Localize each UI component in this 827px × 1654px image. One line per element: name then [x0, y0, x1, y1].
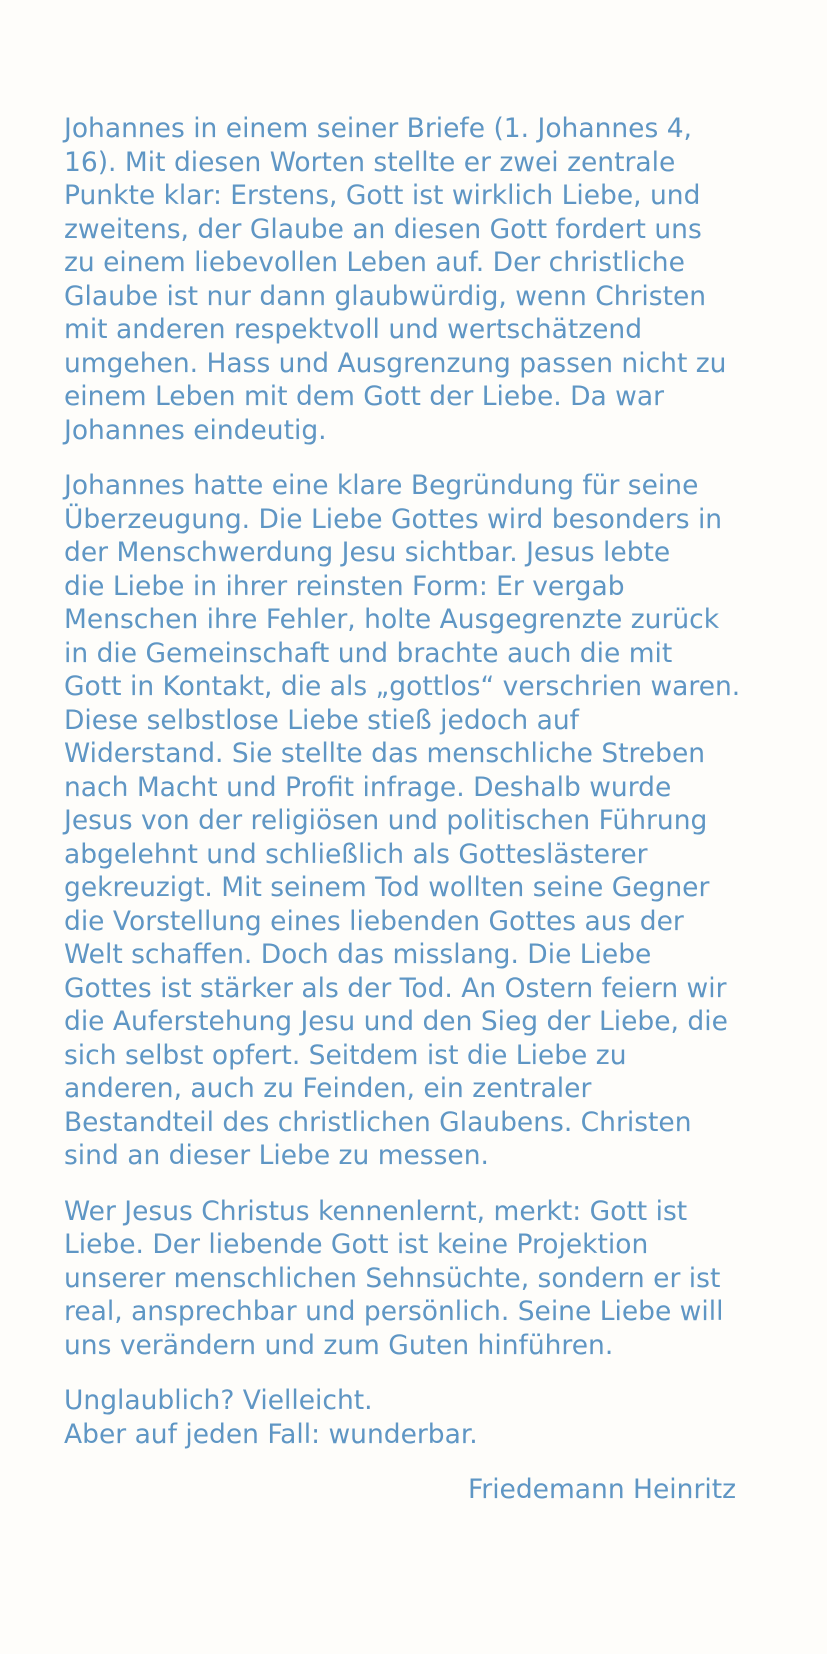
text-line: Wer Jesus Christus kennenlernt, merkt: Gott ist: [64, 1195, 688, 1227]
text-line: Widerstand. Sie stellte das menschliche Streben: [64, 738, 706, 769]
text-line: Johannes eindeutig.: [64, 414, 327, 446]
text-line: umgehen. Hass und Ausgrenzung passen nicht zu: [64, 347, 727, 379]
author-signature: Friedemann Heinritz: [467, 1474, 736, 1505]
text-line: 16). Mit diesen Worten stellte er zwei zentrale: [64, 146, 676, 178]
body-text: [64, 112, 764, 1451]
text-line: Johannes in einem seiner Briefe (1. Johannes 4,: [64, 113, 692, 144]
text-line: abgelehnt und schließlich als Gotteslästerer: [64, 838, 648, 870]
text-line: Punkte klar: Erstens, Gott ist wirklich Liebe, und: [64, 180, 701, 211]
text-line: zu einem liebevollen Leben auf. Der christliche: [64, 247, 685, 278]
document-page: [64, 112, 764, 1507]
text-line: Überzeugung. Die Liebe Gottes wird besonders in: [64, 503, 723, 535]
text-line: Gottes ist stärker als der Tod. An Ostern feiern wir: [64, 972, 727, 1004]
text-line: mit anderen respektvoll und wertschätzend: [64, 314, 643, 345]
text-line: zweitens, der Glaube an diesen Gott fordert uns: [64, 213, 702, 245]
text-line: uns verändern und zum Guten hinführen.: [64, 1329, 614, 1361]
text-line: die Liebe in ihrer reinsten Form: Er vergab: [64, 570, 625, 602]
paragraph: [64, 112, 764, 447]
text-line: die Auferstehung Jesu und den Sieg der Liebe, die: [64, 1006, 728, 1037]
paragraph: [64, 1384, 764, 1451]
text-line: nach Macht und Profit infrage. Deshalb wurde: [64, 771, 672, 803]
text-line: die Vorstellung eines liebenden Gottes aus der: [64, 905, 684, 937]
text-line: einem Leben mit dem Gott der Liebe. Da war: [64, 381, 664, 412]
text-line: Unglaublich? Vielleicht.: [64, 1385, 373, 1416]
text-line: Glaube ist nur dann glaubwürdig, wenn Christen: [64, 280, 707, 312]
text-line: Bestandteil des christlichen Glaubens. Christen: [64, 1106, 692, 1138]
paragraph: [64, 469, 764, 1173]
paragraph: [64, 1195, 764, 1363]
text-line: Jesus von der religiösen und politischen Führung: [64, 805, 708, 836]
text-line: unserer menschlichen Sehnsüchte, sondern er ist: [64, 1262, 721, 1294]
text-line: anderen, auch zu Feinden, ein zentraler: [64, 1073, 592, 1104]
text-line: gekreuzigt. Mit seinem Tod wollten seine Gegner: [64, 872, 710, 903]
text-line: real, ansprechbar und persönlich. Seine Liebe will: [64, 1296, 724, 1327]
text-line: sind an dieser Liebe zu messen.: [64, 1140, 489, 1171]
text-line: Welt schaffen. Doch das misslang. Die Liebe: [64, 939, 652, 970]
text-line: Menschen ihre Fehler, holte Ausgegrenzte zurück: [64, 604, 720, 635]
text-line: Diese selbstlose Liebe stieß jedoch auf: [64, 704, 580, 736]
text-line: Liebe. Der liebende Gott ist keine Projektion: [64, 1229, 649, 1260]
text-line: Johannes hatte eine klare Begründung für seine: [64, 470, 699, 501]
text-line: Gott in Kontakt, die als „gottlos“ verschrien waren.: [64, 671, 741, 702]
text-line: der Menschwerdung Jesu sichtbar. Jesus lebte: [64, 537, 671, 568]
text-line: in die Gemeinschaft und brachte auch die mit: [64, 637, 673, 669]
text-line: sich selbst opfert. Seitdem ist die Liebe zu: [64, 1039, 627, 1071]
text-line: Aber auf jeden Fall: wunderbar.: [64, 1418, 478, 1450]
